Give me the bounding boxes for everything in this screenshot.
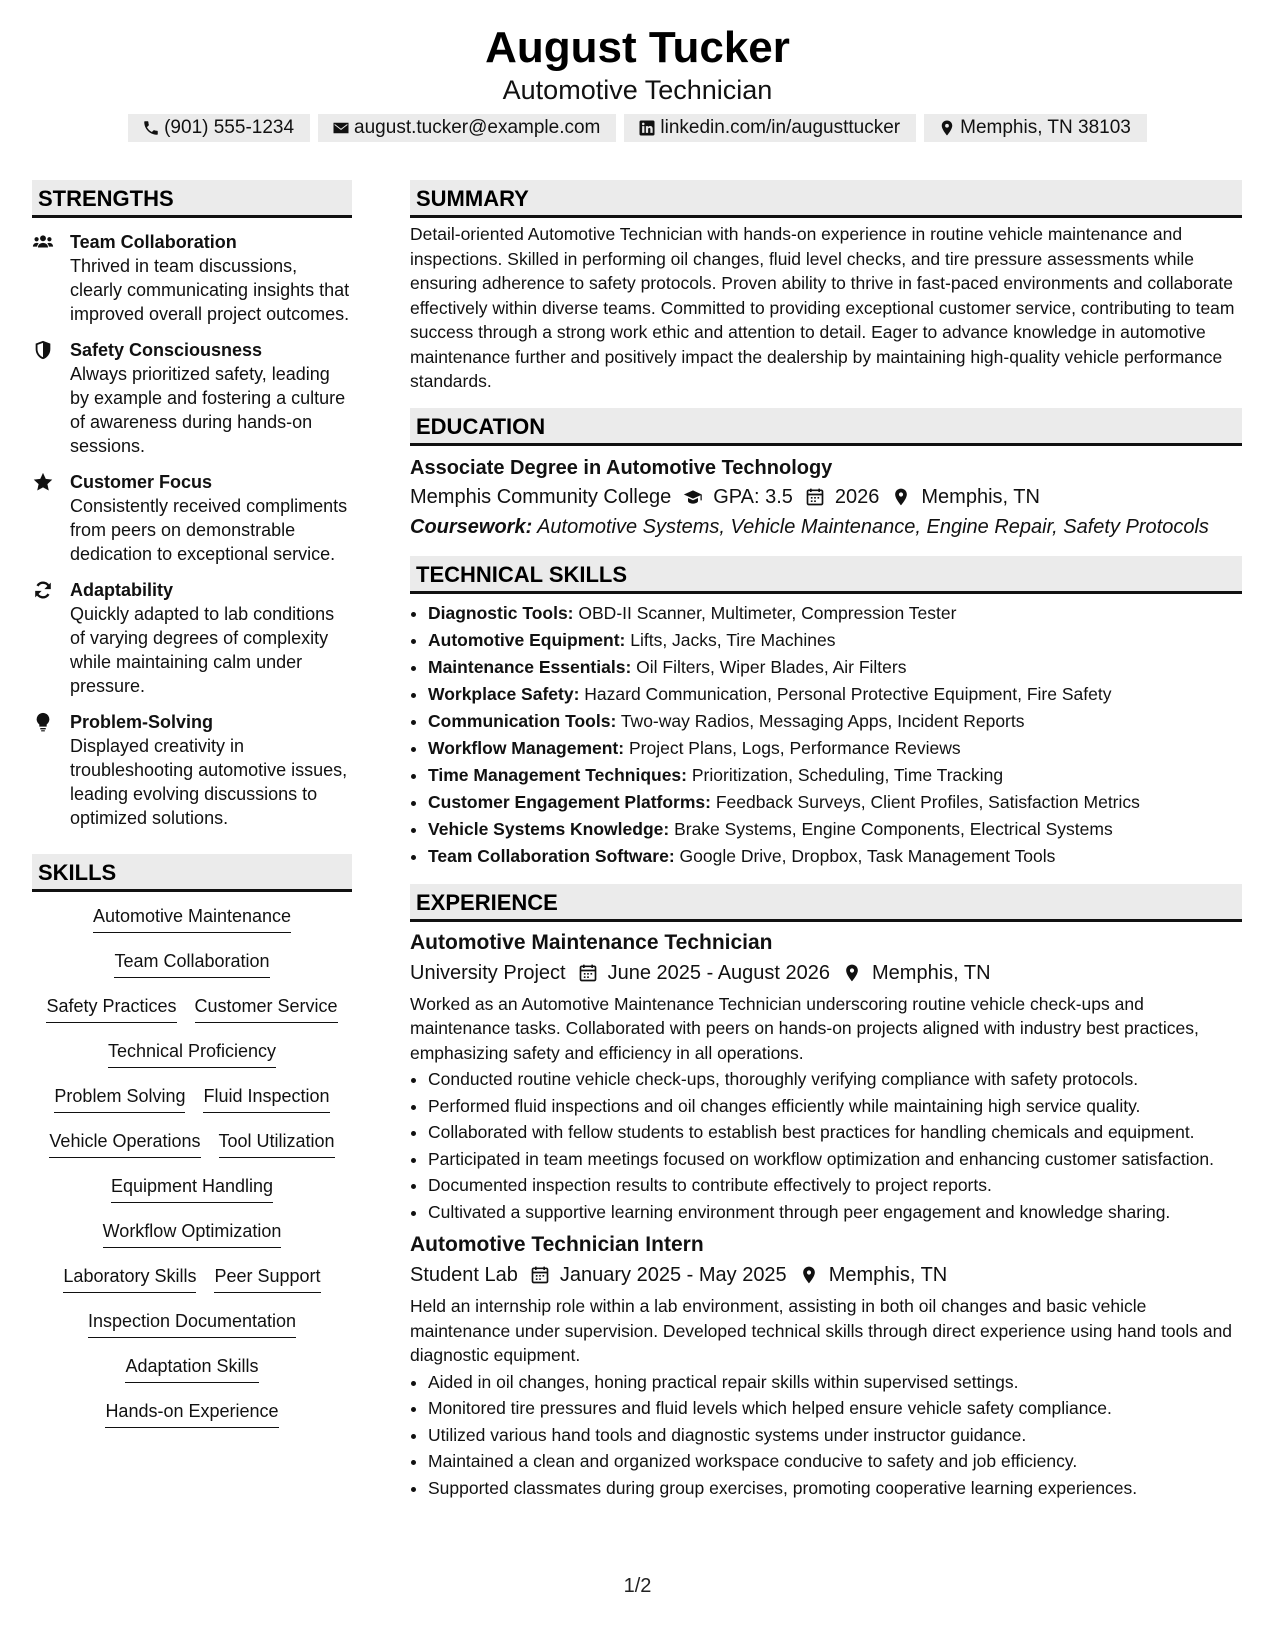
strength-title: Team Collaboration (70, 232, 237, 252)
job-dates: January 2025 - May 2025 (559, 1264, 787, 1286)
job-meta (410, 958, 1242, 988)
tech-skill-label: Customer Engagement Platforms: (428, 791, 711, 812)
coursework-list: Automotive Systems, Vehicle Maintenance, Engine Repair, Safety Protocols (537, 515, 1209, 538)
tech-skill-value: Lifts, Jacks, Tire Machines (630, 629, 836, 650)
tech-skill-value: Two-way Radios, Messaging Apps, Incident Reports (620, 710, 1025, 731)
job-description: Held an internship role within a lab environment, assisting in both oil changes and basic vehicle maintenance under supervision. Developed technical skills through direct experience using hand tools and diagnostic equipment. (410, 1296, 1233, 1365)
coursework-label: Coursework: (410, 515, 533, 538)
tech-skill-value: Oil Filters, Wiper Blades, Air Filters (636, 656, 907, 677)
calendar-icon (530, 1265, 550, 1285)
tech-skill-value: Hazard Communication, Personal Protective Equipment, Fire Safety (584, 683, 1112, 704)
list-item (428, 627, 1242, 654)
sync-icon (32, 579, 54, 601)
skill-tag: Automotive Maintenance (93, 904, 291, 933)
resume-header (0, 22, 1275, 142)
education-location: Memphis, TN (921, 485, 1040, 508)
skill-tag: Team Collaboration (114, 949, 269, 978)
technical-skills-heading: TECHNICAL SKILLS (410, 556, 1242, 594)
tech-skill-value: OBD-II Scanner, Multimeter, Compression Tester (578, 602, 957, 623)
tech-skill-value: Brake Systems, Engine Components, Electrical Systems (674, 818, 1113, 839)
candidate-title: Automotive Technician (502, 75, 773, 105)
summary-text: Detail-oriented Automotive Technician with hands-on experience in routine vehicle maintenance and inspections. Skilled in performing oil changes, fluid level checks, and tire pressure assessments while ensuring adherence to safety protocols. Proven ability to thrive in fast-paced environments and collaborate effectively within diverse teams. Committed to providing exceptional customer service, contributing to team success through a strong work ethic and attention to detail. Eager to advance knowledge in automotive maintenance further and positively impact the dealership by maintaining high-quality vehicle performance standards. (410, 224, 1235, 391)
skills-cloud (32, 904, 352, 1444)
strength-item (32, 470, 352, 566)
tech-skill-value: Project Plans, Logs, Performance Reviews (628, 737, 961, 758)
contact-location[interactable] (924, 114, 1147, 142)
skill-tag: Problem Solving (54, 1084, 185, 1113)
strength-item (32, 578, 352, 698)
job-bullets (410, 1370, 1242, 1501)
job-dates: June 2025 - August 2026 (607, 961, 831, 984)
skill-tag: Inspection Documentation (88, 1309, 296, 1338)
experience-heading: EXPERIENCE (410, 884, 1242, 922)
job-description: Worked as an Automotive Maintenance Technician underscoring routine vehicle check-ups and maintenance tasks. Collaborated with peers on hands-on projects aligned with industry best practices, emphasizing safety and efficiency in all operations. (410, 993, 1199, 1063)
list-item: • Monitored tire pressures and fluid levels which helped ensure vehicle safety compliance. (428, 1396, 1242, 1421)
skill-tag: Equipment Handling (111, 1174, 273, 1203)
page-number: 1/2 (623, 1575, 652, 1597)
list-item (428, 816, 1242, 843)
star-icon (32, 471, 54, 493)
phone-icon (142, 119, 160, 137)
tech-skill-label: Communication Tools: (428, 710, 617, 731)
tech-skill-label: Automotive Equipment: (428, 629, 626, 650)
tech-skill-label: Maintenance Essentials: (428, 656, 632, 677)
contact-bar (0, 114, 1275, 142)
education-gpa: GPA: 3.5 (713, 485, 793, 508)
users-icon (32, 231, 54, 253)
job-title: Automotive Maintenance Technician (410, 930, 773, 954)
list-item (428, 762, 1242, 789)
tech-skill-label: Team Collaboration Software: (428, 845, 675, 866)
education-heading: EDUCATION (410, 408, 1242, 446)
list-item: • Performed fluid inspections and oil changes efficiently while maintaining high service quality. (428, 1094, 1242, 1119)
strength-item (32, 710, 352, 830)
skill-tag: Fluid Inspection (203, 1084, 329, 1113)
list-item (428, 843, 1242, 870)
list-item: • Documented inspection results to contribute effectively to project reports. (428, 1173, 1242, 1198)
contact-linkedin-text: linkedin.com/in/augusttucker (660, 117, 901, 138)
list-item: • Cultivated a supportive learning environment through peer engagement and knowledge sharing. (428, 1200, 1242, 1225)
contact-linkedin[interactable] (624, 114, 916, 142)
list-item (428, 708, 1242, 735)
education-coursework (410, 512, 1242, 542)
skill-tag: Tool Utilization (219, 1129, 335, 1158)
job-entry (410, 928, 1242, 1225)
contact-phone-text: (901) 555-1234 (164, 117, 295, 138)
job-meta (410, 1260, 1242, 1290)
map-pin-icon (842, 963, 862, 983)
strength-item (32, 230, 352, 326)
tech-skill-value: Prioritization, Scheduling, Time Tracking (691, 764, 1004, 785)
list-item (428, 735, 1242, 762)
skill-tag: Customer Service (195, 994, 338, 1023)
job-location: Memphis, TN (872, 961, 991, 984)
job-title: Automotive Technician Intern (410, 1233, 704, 1256)
job-bullets (410, 1067, 1242, 1224)
education-meta (410, 482, 1242, 512)
right-column (410, 180, 1242, 1502)
list-item (428, 600, 1242, 627)
skill-tag: Workflow Optimization (103, 1219, 282, 1248)
tech-skill-label: Vehicle Systems Knowledge: (428, 818, 670, 839)
strength-title: Adaptability (70, 580, 174, 600)
map-pin-icon (799, 1265, 819, 1285)
education-school: Memphis Community College (410, 485, 672, 508)
education-degree: Associate Degree in Automotive Technology (410, 456, 833, 479)
job-org: University Project (410, 961, 566, 984)
skill-tag: Adaptation Skills (125, 1354, 258, 1383)
strength-desc: Quickly adapted to lab conditions of varying degrees of complexity while maintaining calm under pressure. (70, 604, 335, 696)
contact-location-text: Memphis, TN 38103 (960, 117, 1131, 138)
strength-desc: Displayed creativity in troubleshooting automotive issues, leading evolving discussions to optimized solutions. (70, 736, 348, 828)
list-item: • Maintained a clean and organized workspace conducive to safety and job efficiency. (428, 1449, 1242, 1474)
tech-skill-label: Workflow Management: (428, 737, 625, 758)
calendar-icon (578, 963, 598, 983)
skill-tag: Laboratory Skills (63, 1264, 196, 1293)
strength-desc: Consistently received compliments from peers on demonstrable dedication to exceptional service. (70, 496, 348, 564)
job-entry (410, 1230, 1242, 1500)
list-item: • Aided in oil changes, honing practical repair skills within supervised settings. (428, 1370, 1242, 1395)
left-column (32, 180, 352, 1444)
list-item: • Supported classmates during group exercises, promoting cooperative learning experiences. (428, 1476, 1242, 1501)
list-item (428, 681, 1242, 708)
strength-title: Problem-Solving (70, 712, 214, 732)
tech-skill-label: Diagnostic Tools: (428, 602, 574, 623)
shield-icon (32, 339, 54, 361)
tech-skill-label: Time Management Techniques: (428, 764, 687, 785)
tech-skill-label: Workplace Safety: (428, 683, 580, 704)
list-item: • Conducted routine vehicle check-ups, thoroughly verifying compliance with safety protocols. (428, 1067, 1242, 1092)
job-location: Memphis, TN (828, 1264, 948, 1286)
tech-skill-value: Google Drive, Dropbox, Task Management Tools (679, 845, 1056, 866)
strength-title: Customer Focus (70, 472, 213, 492)
list-item (428, 654, 1242, 681)
list-item: • Utilized various hand tools and diagnostic systems under instructor guidance. (428, 1423, 1242, 1448)
job-org: Student Lab (410, 1264, 518, 1286)
calendar-icon (805, 487, 825, 507)
lightbulb-icon (32, 711, 54, 733)
summary-heading: SUMMARY (410, 180, 1242, 218)
strength-title: Safety Consciousness (70, 340, 263, 360)
skill-tag: Technical Proficiency (108, 1039, 276, 1068)
graduation-cap-icon (683, 487, 703, 507)
skills-heading: SKILLS (32, 854, 352, 892)
strengths-heading: STRENGTHS (32, 180, 352, 218)
skill-tag: Hands-on Experience (105, 1399, 278, 1428)
strength-desc: Always prioritized safety, leading by example and fostering a culture of awareness during hands-on sessions. (70, 364, 346, 456)
list-item: • Collaborated with fellow students to establish best practices for handling chemicals and equipment. (428, 1120, 1242, 1145)
tech-skill-value: Feedback Surveys, Client Profiles, Satisfaction Metrics (715, 791, 1140, 812)
strength-desc: Thrived in team discussions, clearly communicating insights that improved overall project outcomes. (70, 256, 350, 324)
skill-tag: Vehicle Operations (49, 1129, 200, 1158)
skill-tag: Safety Practices (46, 994, 176, 1023)
envelope-icon (332, 119, 350, 137)
list-item (428, 789, 1242, 816)
list-item: • Participated in team meetings focused on workflow optimization and enhancing customer satisfaction. (428, 1147, 1242, 1172)
contact-phone[interactable] (128, 114, 310, 142)
map-pin-icon (891, 487, 911, 507)
candidate-name: August Tucker (485, 23, 790, 72)
contact-email-text: august.tucker@example.com (354, 117, 601, 138)
education-year: 2026 (834, 485, 880, 508)
map-pin-icon (938, 119, 956, 137)
technical-skills-list (410, 600, 1242, 870)
linkedin-icon (638, 119, 656, 137)
strength-item (32, 338, 352, 458)
contact-email[interactable] (318, 114, 616, 142)
skill-tag: Peer Support (214, 1264, 320, 1293)
